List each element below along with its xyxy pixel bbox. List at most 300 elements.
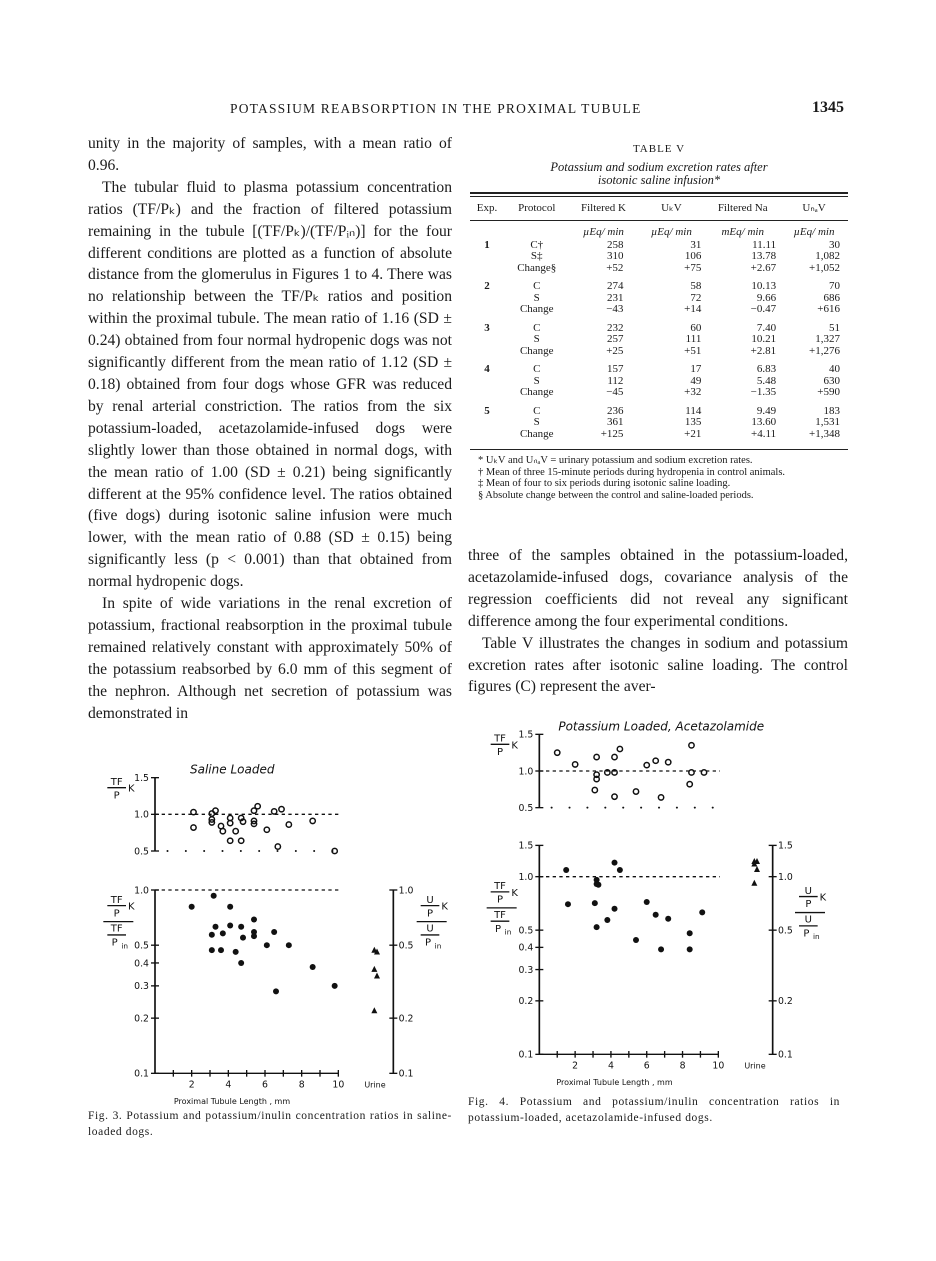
table-row: [470, 323, 848, 365]
cell-value: 70: [829, 280, 840, 292]
data-point-filled: [658, 946, 664, 952]
cell-value: +2.81: [750, 344, 777, 357]
fna-cell: [705, 281, 780, 323]
exp-cell: 2: [484, 280, 490, 292]
axis-label-numerator: TF: [494, 881, 506, 893]
data-point-filled: [612, 906, 618, 912]
data-point-open: [687, 782, 692, 787]
cell-value: 9.66: [756, 291, 777, 304]
baseline-dot: [277, 850, 279, 852]
data-point-open: [239, 838, 244, 843]
unav-cell: [780, 364, 848, 406]
data-point-filled: [644, 899, 650, 905]
unit-cell: µEq/ min: [793, 225, 835, 238]
data-point-open: [592, 787, 597, 792]
data-point-filled: [286, 942, 292, 948]
data-point-filled: [563, 867, 569, 873]
right-y-tick-label: 1.5: [778, 840, 793, 852]
data-point-open: [633, 789, 638, 794]
baseline-dot: [604, 807, 606, 809]
cell-value: 1,082: [815, 250, 840, 262]
data-point-open: [658, 795, 663, 800]
axis-label-denominator: P: [496, 747, 504, 758]
baseline-dot: [222, 850, 224, 852]
axis-label-subscript: K: [511, 887, 518, 899]
axis-label-denominator: P: [803, 928, 810, 940]
cell-value: +2.67: [750, 261, 777, 274]
data-point-filled: [238, 960, 244, 966]
y-tick-label: 1.5: [134, 773, 149, 784]
cell-value: 60: [690, 321, 702, 334]
data-point-filled: [238, 924, 244, 930]
urine-data-triangle: [374, 973, 380, 979]
cell-value: S: [533, 333, 540, 345]
ukv-cell: [637, 364, 705, 406]
data-point-open: [689, 743, 694, 748]
x-tick-label: 6: [643, 1060, 650, 1072]
data-point-open: [191, 809, 196, 814]
y-tick-label: 0.4: [518, 942, 534, 954]
axis-label-denominator: P: [496, 894, 504, 906]
cell-value: Change: [519, 386, 554, 398]
data-point-filled: [612, 860, 618, 866]
axis-label-subscript: K: [128, 783, 135, 795]
data-point-open: [572, 762, 577, 767]
chart-title: Potassium Loaded, Acetazolamide: [558, 719, 765, 734]
table-row: [470, 240, 848, 282]
cell-value: 11.11: [752, 238, 777, 251]
cell-value: 30: [829, 238, 840, 251]
cell-value: −0.47: [750, 303, 777, 315]
y-tick-label: 0.3: [134, 981, 149, 993]
data-point-filled: [665, 916, 671, 922]
cell-value: 106: [684, 250, 702, 262]
cell-value: −43: [606, 303, 624, 315]
baseline-dot: [295, 850, 297, 852]
exp-cell: 1: [484, 238, 490, 251]
cell-value: −1.35: [750, 386, 777, 398]
data-point-open: [612, 794, 617, 799]
axis-label-numerator: TF: [110, 894, 123, 906]
fna-cell: [705, 364, 780, 406]
protocol-cell: [504, 323, 569, 365]
right-y-tick-label: 0.5: [778, 925, 793, 937]
data-point-filled: [273, 988, 279, 994]
urine-data-triangle: [754, 866, 760, 872]
urine-data-triangle: [751, 880, 757, 886]
cell-value: 231: [606, 291, 624, 304]
x-tick-label: 4: [225, 1079, 232, 1091]
exp-cell: 4: [484, 363, 490, 375]
data-point-open: [191, 825, 196, 830]
fna-cell: [705, 323, 780, 365]
axis-label-denominator: P: [426, 908, 434, 920]
data-point-open: [275, 844, 280, 849]
x-tick-label: 10: [332, 1079, 345, 1091]
data-point-filled: [699, 909, 705, 915]
cell-value: +616: [817, 303, 840, 315]
data-table: [470, 197, 848, 450]
x-tick-label: 6: [262, 1079, 268, 1091]
baseline-dot: [551, 807, 553, 809]
exp-cell: 5: [470, 406, 504, 450]
cell-value: 5.48: [756, 374, 777, 387]
x-tick-label: 10: [712, 1060, 725, 1072]
baseline-dot: [203, 850, 205, 852]
cell-value: 40: [829, 363, 840, 375]
data-point-filled: [209, 947, 215, 953]
cell-value: 135: [684, 416, 702, 428]
cell-value: Change: [519, 303, 554, 315]
cell-value: 183: [823, 404, 840, 417]
data-point-open: [272, 809, 277, 814]
running-title: POTASSIUM REABSORPTION IN THE PROXIMAL TUBULE: [230, 101, 642, 116]
data-point-filled: [227, 904, 233, 910]
y-tick-label: 0.2: [134, 1013, 149, 1025]
x-axis-label: Proximal Tubule Length , mm: [173, 1097, 291, 1106]
cell-value: 232: [606, 321, 624, 334]
data-point-filled: [687, 930, 693, 936]
baseline-dot: [185, 850, 187, 852]
baseline-dot: [658, 807, 660, 809]
urine-label: Urine: [744, 1061, 766, 1071]
y-tick-label: 1.0: [518, 766, 534, 778]
y-tick-label: 1.0: [134, 809, 149, 821]
axis-label-subscript: K: [511, 740, 518, 752]
cell-value: +590: [817, 386, 840, 398]
data-point-open: [594, 754, 599, 759]
fk-cell: [569, 364, 637, 406]
cell-value: +52: [606, 261, 624, 274]
ukv-cell: [637, 406, 705, 450]
axis-label-numerator: U: [426, 894, 434, 906]
paragraph: unity in the majority of samples, with a mean ratio of 0.96.: [88, 135, 452, 174]
caption-line: isotonic saline infusion*: [597, 173, 721, 187]
y-tick-label: 1.0: [518, 872, 534, 883]
right-y-tick-label: 0.5: [398, 940, 414, 952]
paragraph: In spite of wide variations in the renal excretion of potassium, fractional reabsorption in the proximal tubule remained relatively constant with approximately 50% of the potassium reabsorbed by 6.0 mm of this segment of the nephron. Although net secretion of potassium was demonstrated in: [88, 595, 452, 722]
axis-label-subscript: in: [434, 941, 442, 951]
y-tick-label: 0.1: [134, 1068, 149, 1080]
cell-value: Change: [519, 427, 554, 440]
paragraph: The tubular fluid to plasma potassium concentration ratios (TF/Pₖ) and the fraction of filtered potassium remaining in the tubule [(TF/Pₖ)/(TF/Pᵢₙ)] for the four different conditions are plotted as a function of absolute distance from the glomerulus in Figures 1 to 4. There was no relationship between the TF/Pₖ ratios and position within the proximal tubule. The mean ratio of 1.16 (SD ± 0.24) obtained from four normal hydropenic dogs was not significantly different from the mean ratio of 1.12 (SD ± 0.18) obtained from four dogs whose GFR was reduced by renal arterial constriction. The ratios from the six potassium-loaded, acetazolamide-infused dogs were slightly lower than those obtained in normal dogs, with the mean ratio of 1.00 (SD ± 0.21) being significantly different at the 95% confidence level. The ratios obtained (five dogs) during isotonic saline infusion were much lower, with the mean ratio of 0.88 (SD ± 0.15) being significantly less (p < 0.001) than that obtained from normal hydropenic dogs.: [88, 178, 452, 591]
cell-value: S‡: [530, 250, 543, 262]
cell-value: 257: [606, 333, 624, 345]
data-point-open: [213, 808, 218, 813]
data-point-open: [689, 770, 694, 775]
data-point-filled: [310, 964, 316, 970]
data-point-filled: [251, 917, 257, 923]
cell-value: 17: [690, 363, 702, 375]
data-point-filled: [592, 900, 598, 906]
axis-label-numerator: U: [804, 914, 812, 926]
y-tick-label: 0.5: [518, 925, 534, 937]
figure-3-chart: [100, 750, 448, 1110]
column-header: Filtered Na: [705, 197, 780, 220]
baseline-dot: [313, 850, 315, 852]
data-point-filled: [633, 937, 639, 943]
cell-value: 236: [606, 404, 624, 417]
data-point-filled: [653, 912, 659, 918]
y-tick-label: 0.3: [518, 964, 534, 976]
data-point-open: [264, 827, 269, 832]
column-header: Filtered K: [569, 197, 637, 220]
cell-value: S: [533, 374, 540, 387]
data-point-filled: [617, 867, 623, 873]
data-point-filled: [604, 917, 610, 923]
data-point-filled: [213, 924, 219, 930]
axis-label-numerator: TF: [494, 733, 506, 745]
axis-label-numerator: TF: [110, 923, 123, 935]
urine-label: Urine: [364, 1080, 386, 1090]
cell-value: 10.21: [751, 333, 777, 345]
x-tick-label: 8: [298, 1079, 305, 1091]
cell-value: 6.83: [756, 363, 777, 375]
data-point-filled: [209, 932, 215, 938]
unav-cell: [780, 406, 848, 450]
table-row: [470, 364, 848, 406]
axis-label-subscript: in: [813, 932, 820, 942]
right-y-tick-label: 0.1: [778, 1049, 793, 1061]
cell-value: 114: [685, 404, 702, 417]
axis-label-numerator: TF: [110, 777, 123, 788]
cell-value: 1,327: [815, 333, 840, 345]
y-tick-label: 0.5: [134, 846, 149, 858]
unit-cell: [470, 220, 504, 240]
axis-label-denominator: P: [805, 899, 812, 911]
data-point-open: [286, 822, 291, 827]
cell-value: +14: [684, 303, 702, 315]
data-point-filled: [218, 947, 224, 953]
baseline-dot: [167, 850, 169, 852]
ukv-cell: [637, 323, 705, 365]
data-point-filled: [227, 923, 233, 929]
cell-value: 274: [606, 280, 624, 292]
cell-value: 686: [823, 291, 840, 304]
footnote: * UₖV and UₙₐV = urinary potassium and sodium excretion rates.: [478, 455, 753, 466]
baseline-dot: [569, 807, 571, 809]
cell-value: +1,276: [809, 344, 840, 357]
y-tick-label: 0.1: [518, 1049, 534, 1061]
column-header: Exp.: [470, 197, 504, 220]
unit-cell: µEq/ min: [583, 225, 624, 238]
fna-cell: [705, 406, 780, 450]
ukv-cell: [637, 281, 705, 323]
y-tick-label: 0.2: [518, 996, 534, 1008]
cell-value: +32: [684, 386, 702, 398]
baseline-dot: [258, 850, 260, 852]
fk-cell: [569, 323, 637, 365]
cell-value: C: [533, 363, 541, 375]
table-row: [470, 406, 848, 450]
cell-value: 13.60: [751, 416, 777, 428]
cell-value: 630: [823, 374, 840, 387]
page-number: 1345: [812, 99, 844, 116]
figure-4-caption: Fig. 4. Potassium and potassium/inulin concentration ratios in potassium-loaded, acetazolamide-infused dogs.: [468, 1096, 840, 1124]
data-point-open: [310, 818, 315, 823]
baseline-dot: [712, 807, 714, 809]
unit-cell: [504, 220, 569, 240]
protocol-cell: [504, 406, 569, 450]
left-column-text: [88, 133, 452, 724]
right-y-tick-label: 1.0: [398, 885, 414, 897]
axis-label-numerator: TF: [494, 909, 506, 921]
y-tick-label: 1.5: [518, 729, 534, 741]
axis-label-denominator: P: [111, 937, 118, 949]
baseline-dot: [694, 807, 696, 809]
data-point-open: [701, 770, 706, 775]
baseline-dot: [622, 807, 624, 809]
figure-4-chart: [480, 710, 827, 1090]
column-header: Protocol: [504, 197, 569, 220]
axis-label-denominator: P: [113, 790, 120, 802]
data-point-open: [666, 760, 671, 765]
footnote: † Mean of three 15-minute periods during hydropenia in control animals.: [478, 466, 786, 478]
cell-value: 361: [606, 416, 624, 428]
cell-value: 72: [690, 291, 702, 304]
protocol-cell: [504, 240, 569, 282]
x-axis-label: Proximal Tubule Length , mm: [556, 1078, 673, 1087]
cell-value: −45: [606, 386, 624, 398]
cell-value: S: [533, 416, 540, 428]
data-point-filled: [211, 893, 217, 899]
table-v: [470, 143, 848, 501]
figure-3-caption: Fig. 3. Potassium and potassium/inulin concentration ratios in saline-loaded dogs.: [88, 1110, 452, 1138]
cell-value: 13.78: [751, 250, 777, 262]
right-y-tick-label: 1.0: [778, 872, 793, 883]
unit-cell: µEq/ min: [650, 225, 692, 238]
cell-value: C: [533, 321, 541, 334]
urine-data-triangle: [371, 1007, 377, 1013]
data-point-open: [555, 750, 560, 755]
paragraph: three of the samples obtained in the potassium-loaded, acetazolamide-infused dogs, covariance analysis of the regression coefficients did not reveal any significant difference among the four experimental conditions.: [468, 547, 848, 630]
unit-cell: mEq/ min: [721, 225, 764, 238]
cell-value: 111: [685, 333, 702, 345]
unav-cell: [780, 323, 848, 365]
axis-label-subscript: K: [128, 901, 135, 913]
data-point-open: [612, 754, 617, 759]
right-column-text: [468, 545, 848, 698]
data-point-filled: [264, 942, 270, 948]
data-point-filled: [687, 946, 693, 952]
table-label: TABLE V: [632, 143, 686, 155]
right-y-tick-label: 0.1: [398, 1068, 414, 1080]
axis-label-denominator: P: [424, 937, 432, 949]
column-header: UₙₐV: [780, 197, 848, 220]
cell-value: 31: [690, 238, 702, 251]
cell-value: C: [533, 404, 541, 417]
cell-value: C: [533, 280, 541, 292]
table-footnotes: [470, 455, 848, 501]
cell-value: 258: [606, 238, 624, 251]
cell-value: Change: [519, 344, 554, 357]
axis-label-denominator: P: [113, 908, 120, 920]
axis-label-subscript: in: [121, 941, 129, 951]
y-tick-label: 0.5: [518, 803, 534, 814]
protocol-cell: [504, 281, 569, 323]
cell-value: +1,348: [809, 427, 840, 440]
y-tick-label: 0.5: [134, 940, 149, 952]
baseline-dot: [676, 807, 678, 809]
data-point-filled: [251, 933, 257, 939]
x-tick-label: 4: [607, 1060, 614, 1072]
data-point-open: [228, 838, 233, 843]
footnote: ‡ Mean of four to six periods during isotonic saline loading.: [478, 478, 731, 489]
cell-value: 49: [690, 374, 702, 387]
column-header: UₖV: [637, 197, 705, 220]
cell-value: 157: [606, 363, 624, 375]
fk-cell: [569, 240, 637, 282]
cell-value: +125: [600, 427, 624, 440]
unav-cell: [780, 281, 848, 323]
right-y-tick-label: 0.2: [778, 996, 793, 1008]
data-point-open: [653, 758, 658, 763]
axis-label-subscript: in: [504, 927, 512, 937]
data-point-open: [220, 829, 225, 834]
fk-cell: [569, 281, 637, 323]
data-point-open: [617, 746, 622, 751]
protocol-cell: [504, 364, 569, 406]
cell-value: 9.49: [756, 404, 777, 417]
cell-value: 1,531: [815, 416, 840, 428]
cell-value: 7.40: [756, 321, 777, 334]
axis-label-denominator: P: [494, 923, 502, 935]
baseline-dot: [640, 807, 642, 809]
cell-value: C†: [530, 238, 544, 251]
x-tick-label: 2: [188, 1079, 195, 1091]
cell-value: +25: [606, 344, 624, 357]
data-point-filled: [233, 949, 239, 955]
fna-cell: [705, 240, 780, 282]
cell-value: +21: [684, 427, 702, 440]
cell-value: +1,052: [809, 261, 840, 274]
chart-title: Saline Loaded: [190, 762, 275, 777]
fk-cell: [569, 406, 637, 450]
data-point-filled: [332, 983, 338, 989]
cell-value: 10.13: [751, 280, 777, 292]
right-y-tick-label: 0.2: [398, 1013, 414, 1025]
data-point-filled: [220, 930, 226, 936]
cell-value: +4.11: [751, 427, 777, 440]
y-tick-label: 1.5: [518, 840, 534, 852]
ukv-cell: [637, 240, 705, 282]
table-caption: [470, 161, 848, 187]
data-point-filled: [271, 929, 277, 935]
axis-label-subscript: K: [819, 892, 827, 904]
data-point-filled: [240, 935, 246, 941]
y-tick-label: 1.0: [134, 885, 149, 897]
data-point-open: [279, 807, 284, 812]
data-point-filled: [189, 904, 195, 910]
x-tick-label: 2: [572, 1060, 579, 1072]
table-row: [470, 281, 848, 323]
unav-cell: [780, 240, 848, 282]
data-point-open: [233, 829, 238, 834]
baseline-dot: [586, 807, 588, 809]
data-point-filled: [595, 882, 601, 888]
y-tick-label: 0.4: [134, 958, 149, 970]
data-point-filled: [565, 901, 571, 907]
axis-label-numerator: U: [426, 923, 434, 935]
footnote: § Absolute change between the control and saline-loaded periods.: [478, 489, 754, 501]
axis-label-subscript: K: [441, 901, 448, 913]
cell-value: 112: [607, 374, 624, 387]
paragraph: Table V illustrates the changes in sodium and potassium excretion rates after isotonic saline loading. The control figures (C) represent the aver-: [468, 634, 848, 696]
caption-line: Potassium and sodium excretion rates after: [550, 160, 768, 174]
cell-value: +51: [684, 344, 702, 357]
urine-data-triangle: [371, 966, 377, 972]
data-point-open: [255, 804, 260, 809]
